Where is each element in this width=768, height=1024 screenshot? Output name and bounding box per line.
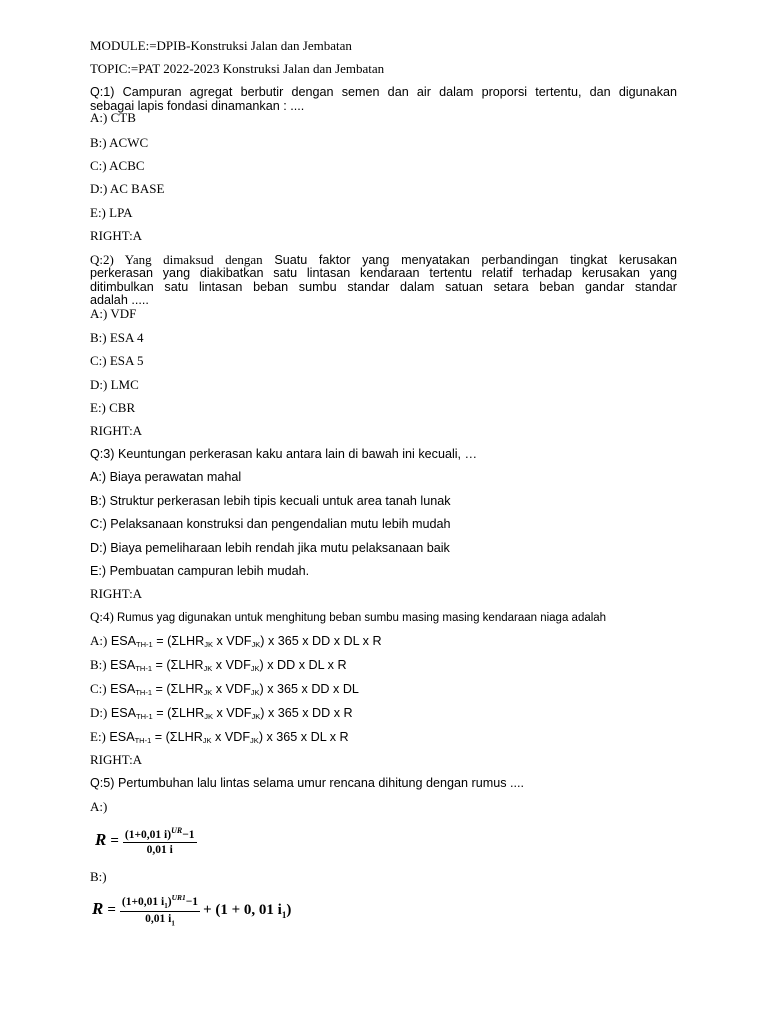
esa-symbol: ESA: [110, 658, 136, 672]
formula-b-equals: =: [107, 901, 116, 918]
lhr-term: = (ΣLHR: [151, 730, 203, 744]
q2-prefix: Q:2) Yang dimaksud dengan: [90, 252, 263, 267]
esa-symbol: ESA: [109, 730, 135, 744]
q5-question: Q:5) Pertumbuhan lalu lintas selama umur rencana dihitung dengan rumus ....: [90, 776, 525, 790]
q1-line-1: Q:1) Campuran agregat berbutir dengan semen dan air dalam proporsi tertentu, dan digunakan: [90, 85, 677, 99]
q2-option-a: A:) VDF: [90, 306, 137, 321]
module-line: MODULE:=DPIB-Konstruksi Jalan dan Jembatan: [90, 38, 352, 53]
formula-b-denominator-subscript: 1: [171, 919, 175, 928]
q1-option-a: A:) CTB: [90, 110, 136, 125]
q2-option-b: B:) ESA 4: [90, 330, 144, 345]
q1-right-answer: RIGHT:A: [90, 228, 143, 243]
formula-b-denominator: [120, 912, 200, 927]
vdf-term: x VDF: [213, 634, 252, 648]
topic-line: TOPIC:=PAT 2022-2023 Konstruksi Jalan dan Jembatan: [90, 61, 385, 76]
q4-option-d: [90, 706, 353, 720]
q3-option-d: D:) Biaya pemeliharaan lebih rendah jika mutu pelaksanaan baik: [90, 541, 450, 555]
jk-subscript: JK: [203, 664, 213, 673]
q5-option-a: A:): [90, 799, 108, 814]
q2-option-d: D:) LMC: [90, 377, 139, 392]
q1-line-2: sebagai lapis fondasi dinamankan : ....: [90, 98, 305, 113]
q1-option-c: C:) ACBC: [90, 158, 145, 173]
lhr-term: = (ΣLHR: [152, 634, 205, 648]
q1-option-b: B:) ACWC: [90, 135, 149, 150]
q2-line-1: [90, 253, 677, 267]
q4-option-c: [90, 682, 359, 696]
th-subscript: TH-1: [135, 664, 152, 673]
q3-option-a: A:) Biaya perawatan mahal: [90, 470, 242, 484]
jk-subscript: JK: [204, 640, 214, 649]
formula-b-plus-subscript: 1: [281, 909, 287, 920]
lhr-term: = (ΣLHR: [152, 658, 204, 672]
q2-line-3: ditimbulkan satu lintasan beban sumbu standar dalam satuan setara beban gandar standar: [90, 279, 677, 294]
jk-subscript: JK: [251, 712, 261, 721]
vdf-term: x VDF: [212, 658, 251, 672]
formula-a-exponent: UR: [171, 826, 183, 835]
q1-question: [90, 86, 677, 114]
formula-b-lhs: R: [92, 898, 104, 918]
formula-b-fraction: [120, 893, 200, 927]
q2-option-e: E:) CBR: [90, 400, 136, 415]
q4-option-e-tail: ) x 365 x DL x R: [258, 730, 349, 744]
vdf-term: x VDF: [212, 682, 251, 696]
q4-option-b: [90, 658, 347, 672]
th-subscript: TH-1: [134, 736, 152, 745]
formula-b-base: (1+0,01 i: [121, 895, 165, 908]
q2-line-1-rest: Suatu faktor yang menyatakan perbandingan tingkat kerusakan: [274, 253, 678, 267]
q4-question-text: Rumus yag digunakan untuk menghitung beban sumbu masing masing kendaraan niaga adalah: [117, 612, 607, 624]
q4-question: [90, 610, 606, 625]
q3-option-b: B:) Struktur perkerasan lebih tipis kecuali untuk area tanah lunak: [90, 494, 451, 508]
formula-b-denominator-text: 0,01 i: [145, 913, 172, 926]
q4-option-b-tail: ) x DD x DL x R: [259, 658, 347, 672]
q4-option-d-tail: ) x 365 x DD x R: [260, 706, 353, 720]
esa-symbol: ESA: [110, 706, 137, 720]
q1-option-d: D:) AC BASE: [90, 181, 165, 196]
q4-right-answer: RIGHT:A: [90, 752, 143, 767]
q4-option-a-label: A:): [90, 633, 108, 648]
q4-option-c-label: C:): [90, 681, 107, 696]
q4-option-d-label: D:): [90, 705, 108, 720]
q4-option-b-label: B:): [90, 657, 107, 672]
formula-b-plus-close: ): [286, 901, 292, 918]
jk-subscript: JK: [251, 640, 261, 649]
q3-right-answer: RIGHT:A: [90, 586, 143, 601]
formula-a-numerator: [123, 826, 197, 843]
formula-b-minus-one: −1: [185, 895, 199, 908]
q4-option-c-tail: ) x 365 x DD x DL: [259, 682, 359, 696]
jk-subscript: JK: [204, 712, 214, 721]
formula-b-base-close: ): [167, 895, 172, 908]
formula-a-denominator: 0,01 i: [146, 843, 173, 856]
q2-option-c: C:) ESA 5: [90, 353, 144, 368]
q1-option-e: E:) LPA: [90, 205, 133, 220]
th-subscript: TH-1: [136, 712, 153, 721]
jk-subscript: JK: [202, 736, 212, 745]
formula-a-fraction: [123, 826, 197, 856]
q5-option-b: B:): [90, 869, 107, 884]
q4-option-a: [90, 634, 382, 648]
formula-b: [92, 893, 291, 927]
q2-line-4: adalah .....: [90, 293, 149, 308]
lhr-term: = (ΣLHR: [152, 682, 204, 696]
formula-a-equals: =: [110, 832, 119, 849]
vdf-term: x VDF: [213, 706, 252, 720]
esa-symbol: ESA: [110, 682, 136, 696]
formula-a: [95, 826, 197, 856]
formula-b-plus-term: [203, 902, 291, 918]
formula-a-minus-one: −1: [182, 828, 195, 841]
th-subscript: TH-1: [136, 640, 153, 649]
q4-option-e: [90, 730, 349, 744]
q3-option-e: E:) Pembuatan campuran lebih mudah.: [90, 564, 310, 578]
formula-a-lhs: R: [95, 829, 107, 849]
jk-subscript: JK: [250, 664, 260, 673]
formula-b-exponent: UR1: [171, 893, 186, 902]
q3-question: Q:3) Keuntungan perkerasan kaku antara lain di bawah ini kecuali, …: [90, 447, 478, 461]
q2-question: [90, 253, 677, 308]
jk-subscript: JK: [250, 736, 259, 745]
q4-prefix: Q:4): [90, 609, 114, 624]
formula-b-base-subscript: 1: [164, 902, 168, 911]
formula-b-plus-text: + (1 + 0, 01 i: [203, 901, 282, 918]
th-subscript: TH-1: [135, 688, 152, 697]
q4-option-e-label: E:): [90, 729, 106, 744]
q2-right-answer: RIGHT:A: [90, 423, 143, 438]
formula-a-base: (1+0,01 i): [124, 828, 172, 841]
jk-subscript: JK: [203, 688, 213, 697]
jk-subscript: JK: [250, 688, 260, 697]
q3-option-c: C:) Pelaksanaan konstruksi dan pengendalian mutu lebih mudah: [90, 517, 451, 531]
esa-symbol: ESA: [110, 634, 137, 648]
q4-option-a-tail: ) x 365 x DD x DL x R: [260, 634, 382, 648]
lhr-term: = (ΣLHR: [152, 706, 205, 720]
q2-line-2: perkerasan yang diakibatkan satu lintasan kendaraan tertentu relatif terhadap kerusakan yang: [90, 265, 677, 280]
formula-b-numerator: [120, 893, 200, 912]
vdf-term: x VDF: [211, 730, 251, 744]
